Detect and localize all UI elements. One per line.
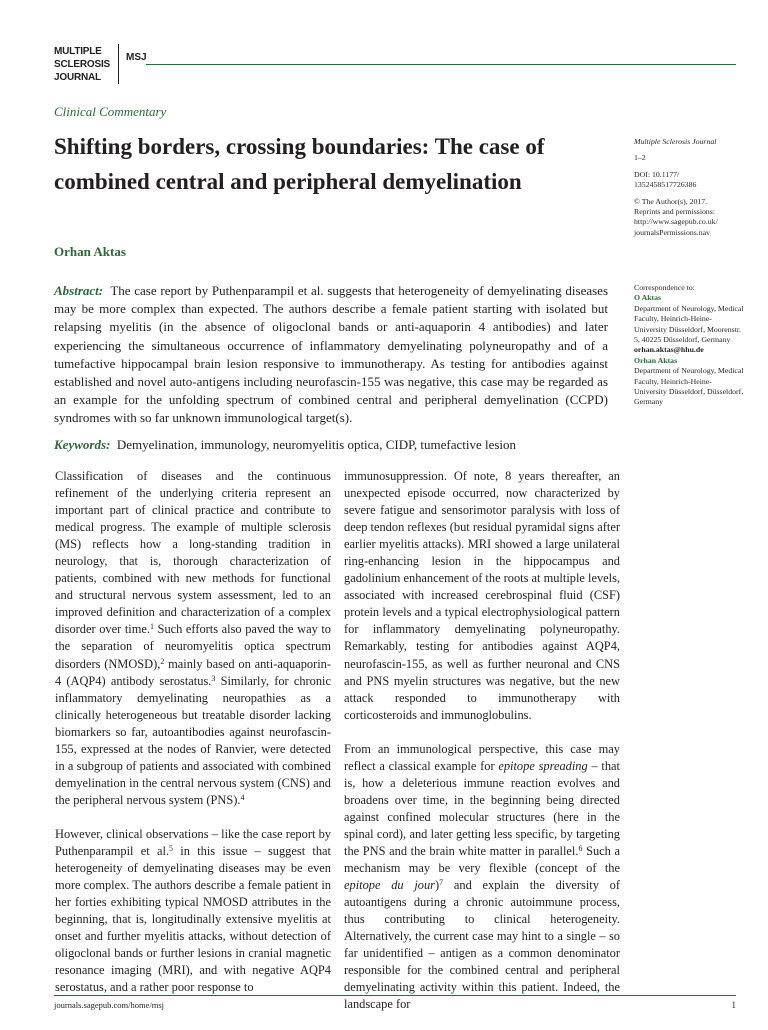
- body-text: mainly based on anti-aquaporin-4 (AQP4) antibody serostatus.: [55, 656, 331, 688]
- body-paragraph: [344, 741, 620, 1014]
- keywords-label: Keywords:: [54, 437, 111, 452]
- body-text: Similarly, for chronic inflammatory demyelinating neuropathies as a clinically heterogeneous but treatable disorder lacking biomarkers so far, autoantibodies against neurofascin-155, expressed at the nodes of Ranvier, were detected in a subgroup of patients and associated with combined demyelination in the central nervous system (CNS) and the peripheral nervous system (PNS).: [55, 673, 331, 807]
- sidebar-doi-value: 1352458517726386: [634, 180, 697, 190]
- header-rule: [146, 64, 736, 65]
- body-text: ): [435, 878, 440, 893]
- abstract-colon: :: [98, 283, 104, 298]
- sidebar-reprints: Reprints and permissions:: [634, 207, 715, 217]
- body-text: and explain the diversity of autoantigens during a chronic autoimmune process, thus contributing to clinical heterogeneity. Alternatively, the current case may hint to a single – so far unidentified – antigen as a common denominator responsible for the combined central and peripheral demyelinating activity within this patient. Indeed, the landscape for: [344, 878, 621, 1012]
- body-column-left: [55, 468, 331, 1013]
- article-title: Shifting borders, crossing boundaries: The case of combined central and peripheral demyelination: [54, 134, 545, 194]
- journal-logo: [54, 44, 147, 84]
- sidebar-pages: 1–2: [634, 153, 646, 163]
- body-text: Classification of diseases and the continuous refinement of the underlying criteria represent an important part of clinical practice and contribute to medical progress. The example of multiple sclerosis (MS) reflects how a long-standing tradition in neurology, that is, thorough characterization of patients, combined with new methods for functional and structural nervous system assessment, led to an improved definition and characterization of a complex disorder over time.: [55, 469, 331, 637]
- body-column-right: [344, 468, 620, 1030]
- article-author: Orhan Aktas: [54, 244, 126, 259]
- abstract-text: The case report by Puthenparampil et al. suggests that heterogeneity of demyelinating diseases may be more complex than expected. The authors describe a female patient starting with isolated but relapsing myelitis (in the absence of oligoclonal bands or anti-aquaporin 4 antibodies) and later experiencing the simultaneous occurrence of inflammatory demyelinating polyneuropathy and of a tumefactive hippocampal brain lesion responsive to immunotherapy. As testing for antibodies against established and novel auto-antigens including neurofascin-155 was negative, this case may be regarded as an example for the unfolding spectrum of combined central and peripheral demyelination (CCPD) syndromes with so far unknown immunological target(s).: [54, 283, 609, 426]
- citation-ref: 1: [149, 622, 154, 632]
- sidebar-doi-label: DOI: 10.1177/: [634, 169, 680, 179]
- sidebar-reprints-url-1[interactable]: http://www.sagepub.co.uk/: [634, 217, 718, 227]
- citation-ref: 2: [160, 656, 165, 666]
- logo-line-1: MULTIPLE: [54, 45, 102, 57]
- sidebar-reprints-url-2[interactable]: journalsPermissions.nav: [634, 227, 711, 237]
- keywords: [54, 437, 614, 453]
- corr-label: Correspondence to:: [634, 283, 695, 292]
- sidebar-correspondence: [634, 283, 744, 408]
- sidebar-journal: Multiple Sclerosis Journal: [634, 137, 717, 146]
- page-number: 1: [731, 1000, 736, 1010]
- logo-line-2: SCLEROSIS: [54, 58, 110, 70]
- body-text: – that is, how a deleterious immune reaction evolves and broadens over time, in the beginning being directed against confined molecular structures (here in the spinal cord), and later getting less specific, by targeting the PNS and the brain white matter in parallel.: [344, 758, 620, 858]
- corr-email[interactable]: orhan.aktas@hhu.de: [634, 345, 704, 355]
- logo-wordmark: [54, 45, 110, 84]
- body-paragraph: immunosuppression. Of note, 8 years thereafter, an unexpected episode occurred, now characterized by severe fatigue and sensorimotor paralysis with loss of deep tendon reflexes (but residual pyramidal signs after earlier myelitis attacks). MRI showed a large unilateral ring-enhancing lesion in the hippocampus and gadolinium enhancement of the roots at multiple levels, associated with increased cerebrospinal fluid (CSF) protein levels and a typical electrophysiological pattern for inflammatory demyelinating polyneuropathy. Remarkably, testing for antibodies against AQP4, neurofascin-155, as well as further neuronal and CNS and PNS myelin structures was negative, but the new attack responded to immunotherapy with corticosteroids and immunoglobulins.: [344, 469, 620, 722]
- corr-address: Department of Neurology, Medical Faculty, Heinrich-Heine-University Düsseldorf, Moorenstr. 5, 40225 Düsseldorf, Germany: [634, 303, 744, 345]
- author-name: Orhan Aktas: [634, 355, 678, 365]
- logo-line-3: JOURNAL: [54, 71, 101, 83]
- footer-url[interactable]: journals.sagepub.com/home/msj: [54, 1000, 165, 1010]
- citation-ref: 3: [211, 673, 216, 683]
- sidebar-meta: [634, 137, 744, 238]
- body-paragraph: [55, 826, 331, 996]
- abstract-label: Abstract: [54, 283, 99, 298]
- citation-ref: 5: [169, 843, 174, 853]
- logo-abbreviation: MSJ: [126, 51, 147, 63]
- footer-rule: [54, 995, 736, 996]
- body-text: Such a mechanism may be very flexible (concept of the: [344, 843, 620, 876]
- citation-ref: 7: [439, 878, 444, 888]
- body-text: in this issue – suggest that heterogeneity of demyelinating diseases may be even more complex. The authors describe a female patient in her forties exhibiting typical NMOSD attributes in the beginning, that is, longitudinally extensive myelitis at onset and further myelitis attacks, without detection of oligoclonal bands or further lesions in cranial magnetic resonance imaging (MRI), and with negative AQP4 serostatus, and a rather poor response to: [55, 843, 331, 995]
- logo-divider: [118, 44, 119, 84]
- abstract: [54, 282, 608, 428]
- author-address: Department of Neurology, Medical Faculty, Heinrich-Heine-University Düsseldorf, Düsseldorf, Germany: [634, 366, 744, 407]
- body-paragraph: [55, 468, 331, 809]
- body-text: However, clinical observations – like the case report by Puthenparampil et al.: [55, 826, 331, 858]
- body-text: From an immunological perspective, this case may reflect a classical example for: [344, 741, 620, 773]
- citation-ref: 4: [240, 792, 245, 802]
- emphasis-term: epitope spreading: [498, 758, 588, 773]
- sidebar-copyright: © The Author(s), 2017.: [634, 196, 708, 206]
- citation-ref: 6: [578, 843, 583, 853]
- emphasis-term: epitope du jour: [344, 878, 435, 893]
- body-text: Such efforts also paved the way to the separation of neuromyelitis optica spectrum disorders (NMOSD),: [55, 622, 332, 671]
- keywords-text: Demyelination, immunology, neuromyelitis optica, CIDP, tumefactive lesion: [116, 437, 517, 452]
- corr-name: O Aktas: [634, 293, 662, 303]
- article-type: Clinical Commentary: [54, 104, 167, 119]
